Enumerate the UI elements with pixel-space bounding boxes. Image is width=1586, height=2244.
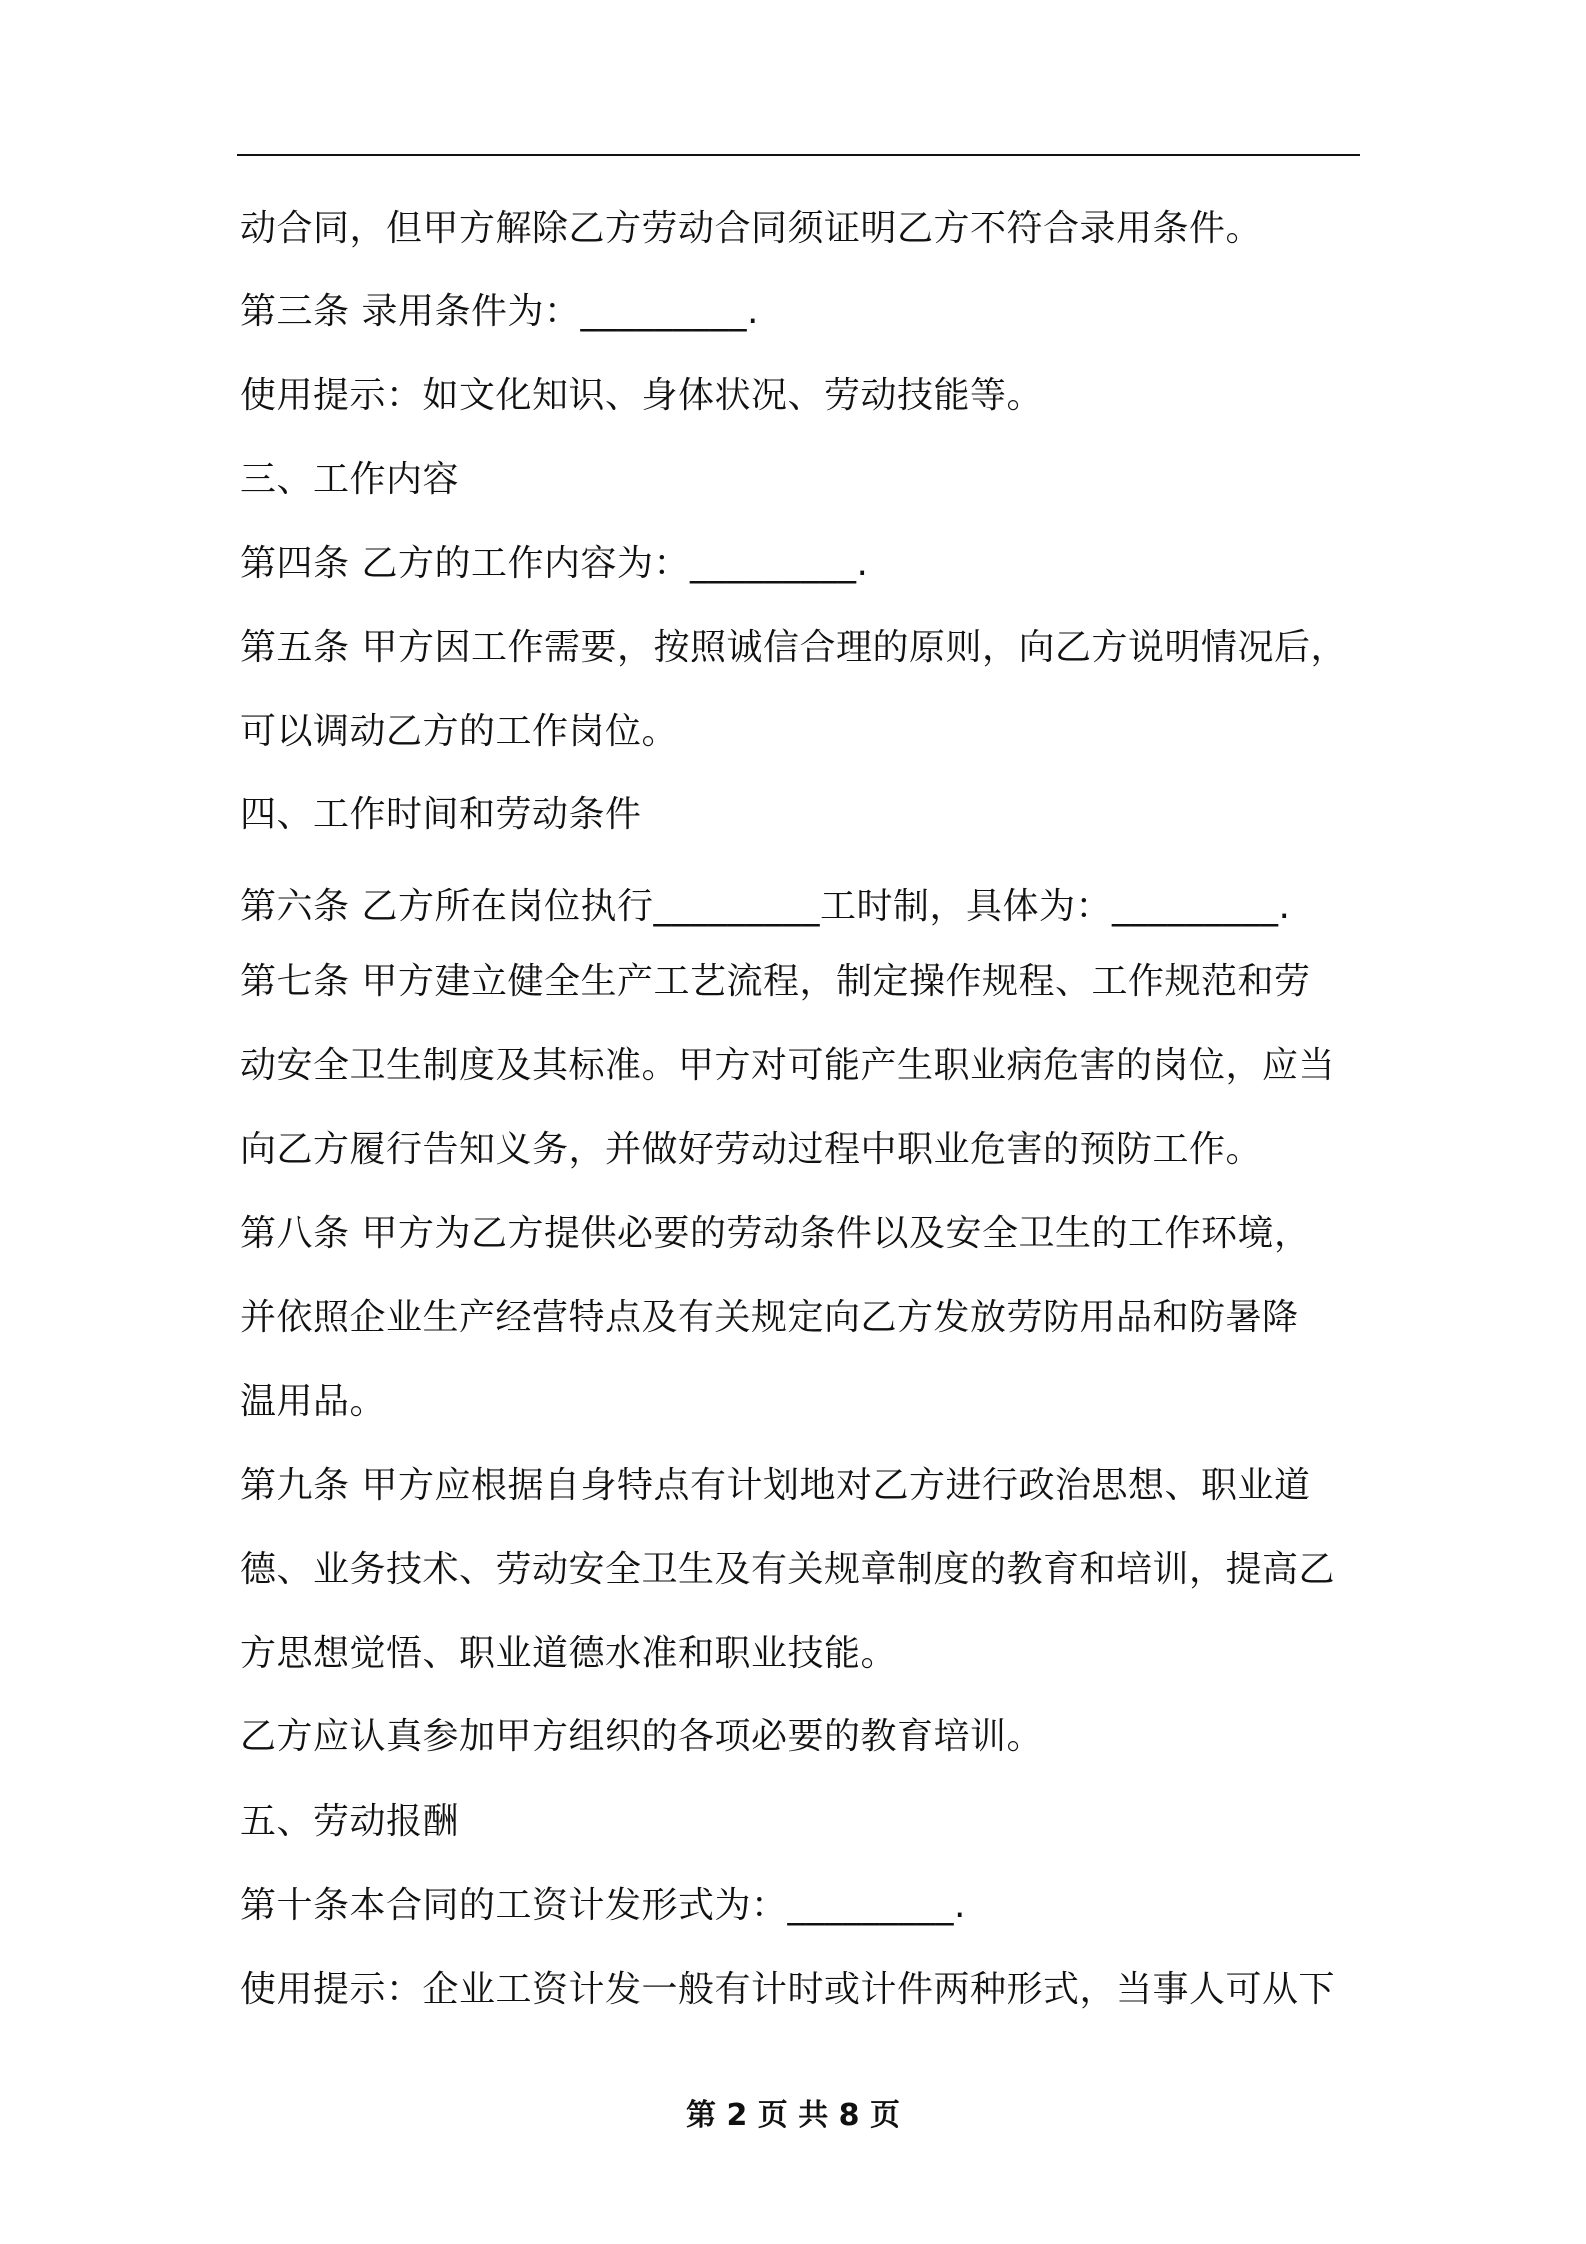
text-line: 第九条 甲方应根据自身特点有计划地对乙方进行政治思想、职业道	[240, 1465, 1311, 1506]
text-line: 向乙方履行告知义务，并做好劳动过程中职业危害的预防工作。	[240, 1129, 1263, 1170]
text-line: 可以调动乙方的工作岗位。	[240, 711, 679, 752]
text-line: 第三条 录用条件为：_________.	[240, 291, 759, 332]
text-line: 第八条 甲方为乙方提供必要的劳动条件以及安全卫生的工作环境，	[240, 1213, 1311, 1254]
text-line: 第六条 乙方所在岗位执行_________工时制，具体为：_________.	[240, 886, 1291, 927]
text-line: 使用提示：企业工资计发一般有计时或计件两种形式，当事人可从下	[240, 1969, 1336, 2010]
text-line: 使用提示：如文化知识、身体状况、劳动技能等。	[240, 375, 1044, 416]
text-line: 第十条本合同的工资计发形式为：_________.	[240, 1885, 966, 1926]
section-heading: 五、劳动报酬	[240, 1801, 460, 1842]
header-rule	[237, 154, 1360, 156]
text-line: 动安全卫生制度及其标准。甲方对可能产生职业病危害的岗位，应当	[240, 1045, 1336, 1086]
section-heading: 三、工作内容	[240, 459, 460, 500]
text-line: 第四条 乙方的工作内容为：_________.	[240, 543, 869, 584]
text-line: 第七条 甲方建立健全生产工艺流程，制定操作规程、工作规范和劳	[240, 961, 1311, 1002]
text-line: 第五条 甲方因工作需要，按照诚信合理的原则，向乙方说明情况后，	[240, 627, 1347, 668]
text-line: 德、业务技术、劳动安全卫生及有关规章制度的教育和培训，提高乙	[240, 1549, 1336, 1590]
text-line: 动合同，但甲方解除乙方劳动合同须证明乙方不符合录用条件。	[240, 208, 1263, 249]
section-heading: 四、工作时间和劳动条件	[240, 794, 642, 835]
page-number-footer: 第 2 页 共 8 页	[686, 2098, 900, 2133]
text-line: 并依照企业生产经营特点及有关规定向乙方发放劳防用品和防暑降	[240, 1297, 1299, 1338]
text-line: 方思想觉悟、职业道德水准和职业技能。	[240, 1633, 898, 1674]
text-line: 温用品。	[240, 1381, 387, 1422]
text-line: 乙方应认真参加甲方组织的各项必要的教育培训。	[240, 1716, 1044, 1757]
